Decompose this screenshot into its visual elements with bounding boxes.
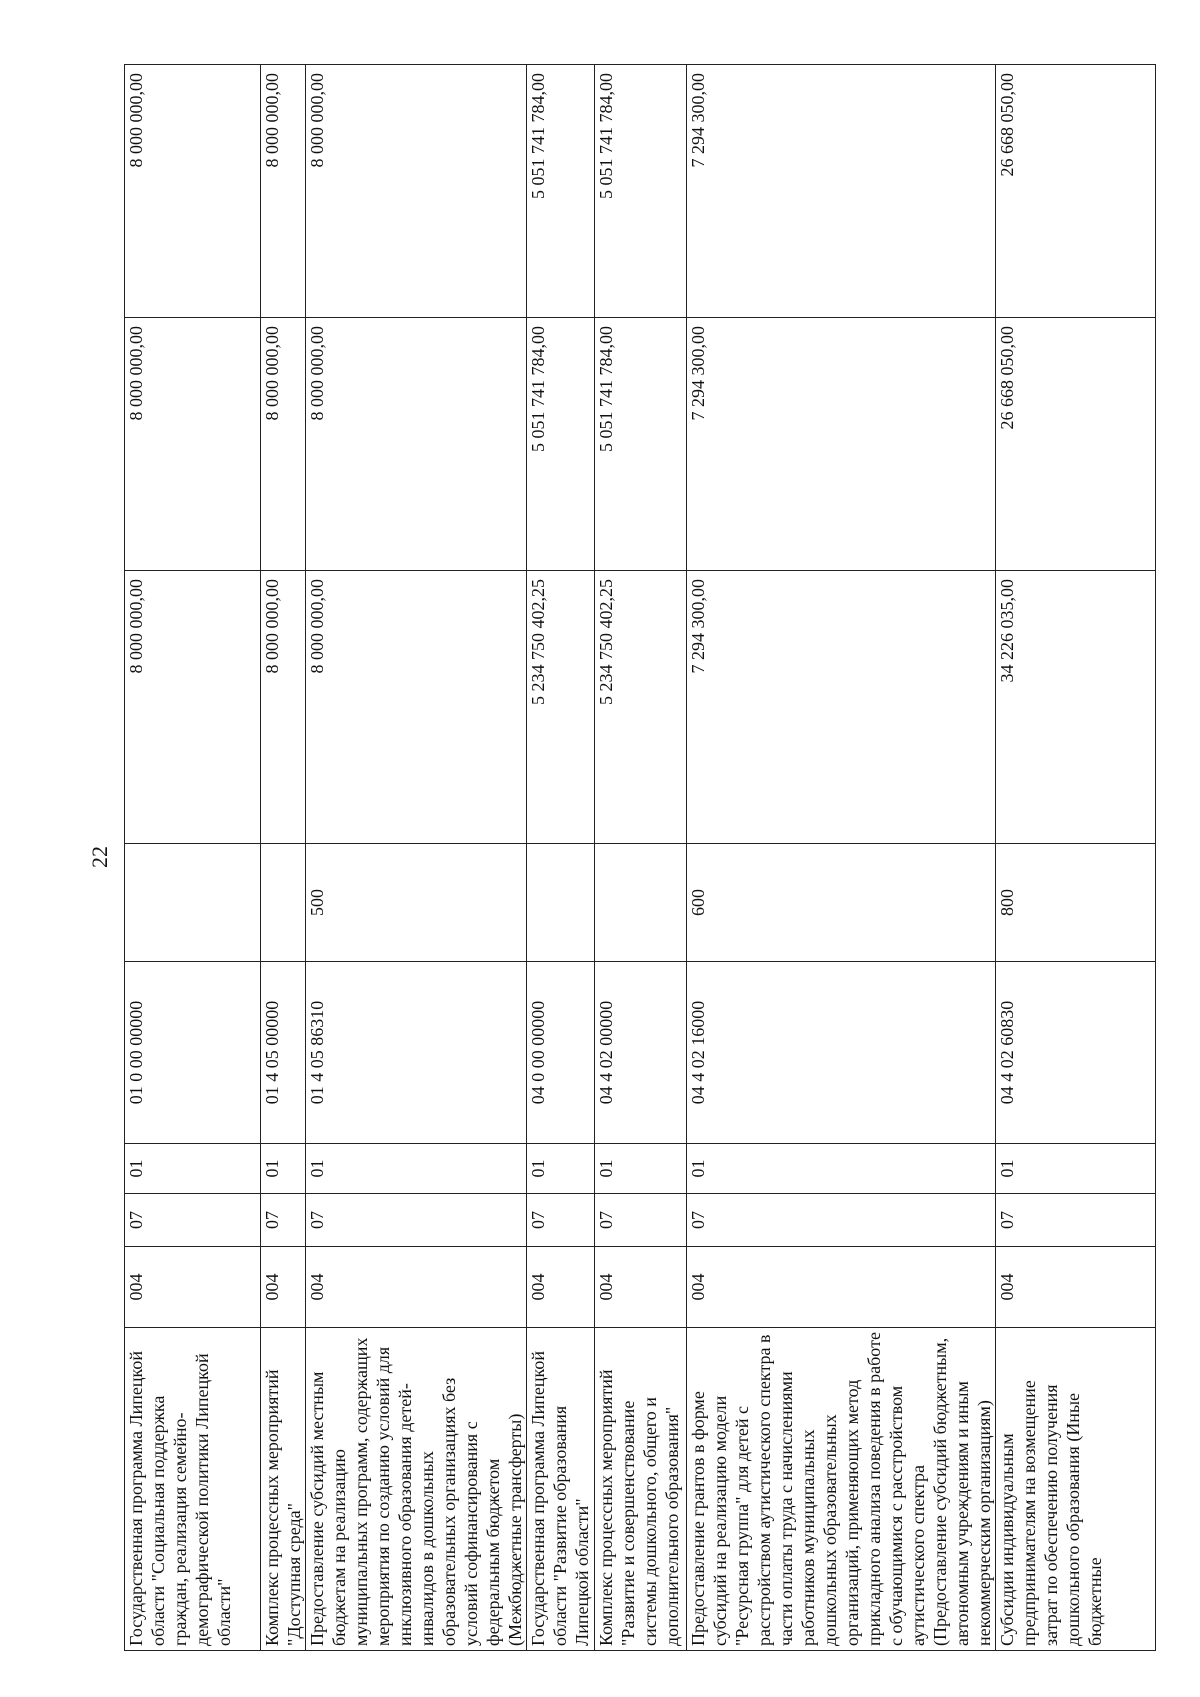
target-article: 01 4 05 00000 bbox=[261, 962, 306, 1144]
ministry-code: 004 bbox=[306, 1247, 527, 1328]
amount-2026: 7 294 300,00 bbox=[687, 318, 996, 571]
table-row bbox=[595, 65, 687, 1651]
subsection-code: 01 bbox=[996, 1144, 1156, 1194]
ministry-code: 004 bbox=[261, 1247, 306, 1328]
target-article: 01 4 05 86310 bbox=[306, 962, 527, 1144]
amount-2027: 8 000 000,00 bbox=[261, 65, 306, 318]
target-article: 01 0 00 00000 bbox=[125, 962, 261, 1144]
amount-2026: 5 051 741 784,00 bbox=[595, 318, 687, 571]
amount-2025: 7 294 300,00 bbox=[687, 571, 996, 844]
amount-2027: 8 000 000,00 bbox=[306, 65, 527, 318]
expense-type bbox=[595, 844, 687, 962]
subsection-code: 01 bbox=[261, 1144, 306, 1194]
expense-type: 500 bbox=[306, 844, 527, 962]
amount-2026: 8 000 000,00 bbox=[125, 318, 261, 571]
table-row bbox=[261, 65, 306, 1651]
table-row bbox=[527, 65, 595, 1651]
row-name: Субсидии индивидуальным предпринимателям на возмещение затрат по обеспечению получения дошкольного образования (Иные бюджетные bbox=[996, 1328, 1156, 1651]
section-code: 07 bbox=[687, 1194, 996, 1247]
amount-2026: 8 000 000,00 bbox=[261, 318, 306, 571]
amount-2025: 5 234 750 402,25 bbox=[527, 571, 595, 844]
target-article: 04 4 02 00000 bbox=[595, 962, 687, 1144]
target-article: 04 4 02 60830 bbox=[996, 962, 1156, 1144]
subsection-code: 01 bbox=[595, 1144, 687, 1194]
section-code: 07 bbox=[306, 1194, 527, 1247]
ministry-code: 004 bbox=[125, 1247, 261, 1328]
amount-2026: 26 668 050,00 bbox=[996, 318, 1156, 571]
subsection-code: 01 bbox=[306, 1144, 527, 1194]
target-article: 04 4 02 16000 bbox=[687, 962, 996, 1144]
table-row bbox=[306, 65, 527, 1651]
amount-2027: 5 051 741 784,00 bbox=[527, 65, 595, 318]
subsection-code: 01 bbox=[527, 1144, 595, 1194]
table-row bbox=[687, 65, 996, 1651]
expense-type: 600 bbox=[687, 844, 996, 962]
amount-2025: 8 000 000,00 bbox=[125, 571, 261, 844]
ministry-code: 004 bbox=[527, 1247, 595, 1328]
section-code: 07 bbox=[996, 1194, 1156, 1247]
section-code: 07 bbox=[125, 1194, 261, 1247]
section-code: 07 bbox=[261, 1194, 306, 1247]
amount-2027: 26 668 050,00 bbox=[996, 65, 1156, 318]
subsection-code: 01 bbox=[125, 1144, 261, 1194]
amount-2026: 8 000 000,00 bbox=[306, 318, 527, 571]
expense-type bbox=[261, 844, 306, 962]
section-code: 07 bbox=[527, 1194, 595, 1247]
row-name: Комплекс процессных мероприятий "Доступная среда" bbox=[261, 1328, 306, 1651]
budget-table bbox=[124, 64, 1156, 1651]
amount-2027: 5 051 741 784,00 bbox=[595, 65, 687, 318]
page-number: 22 bbox=[87, 846, 112, 868]
row-name: Государственная программа Липецкой области "Социальная поддержка граждан, реализация семейно-демографической политики Липецкой области" bbox=[125, 1328, 261, 1651]
table-row bbox=[125, 65, 261, 1651]
amount-2027: 8 000 000,00 bbox=[125, 65, 261, 318]
ministry-code: 004 bbox=[996, 1247, 1156, 1328]
amount-2026: 5 051 741 784,00 bbox=[527, 318, 595, 571]
ministry-code: 004 bbox=[595, 1247, 687, 1328]
row-name: Комплекс процессных мероприятий "Развитие и совершенствование системы дошкольного, общего и дополнительного образования" bbox=[595, 1328, 687, 1651]
amount-2025: 5 234 750 402,25 bbox=[595, 571, 687, 844]
row-name: Предоставление субсидий местным бюджетам на реализацию муниципальных программ, содержащих мероприятия по созданию условий для инклюзивного образования детей-инвалидов в дошкольных образовательных организациях без условий софинансирования с федеральным бюджетом (Межбюджетные трансферты) bbox=[306, 1328, 527, 1651]
row-name: Государственная программа Липецкой области "Развитие образования Липецкой области" bbox=[527, 1328, 595, 1651]
target-article: 04 0 00 00000 bbox=[527, 962, 595, 1144]
subsection-code: 01 bbox=[687, 1144, 996, 1194]
amount-2025: 8 000 000,00 bbox=[306, 571, 527, 844]
expense-type: 800 bbox=[996, 844, 1156, 962]
expense-type bbox=[125, 844, 261, 962]
expense-type bbox=[527, 844, 595, 962]
row-name: Предоставление грантов в форме субсидий на реализацию модели "Ресурсная группа" для детей с расстройством аутистического спектра в части оплаты труда с начислениями работников муниципальных дошкольных образовательных организаций, применяющих метод прикладного анализа поведения в работе с обучающимися с расстройством аутистического спектра (Предоставление субсидий бюджетным, автономным учреждениям и иным некоммерческим организациям) bbox=[687, 1328, 996, 1651]
rotated-table-wrapper bbox=[124, 65, 1105, 1651]
amount-2027: 7 294 300,00 bbox=[687, 65, 996, 318]
ministry-code: 004 bbox=[687, 1247, 996, 1328]
section-code: 07 bbox=[595, 1194, 687, 1247]
amount-2025: 34 226 035,00 bbox=[996, 571, 1156, 844]
table-row bbox=[996, 65, 1156, 1651]
amount-2025: 8 000 000,00 bbox=[261, 571, 306, 844]
